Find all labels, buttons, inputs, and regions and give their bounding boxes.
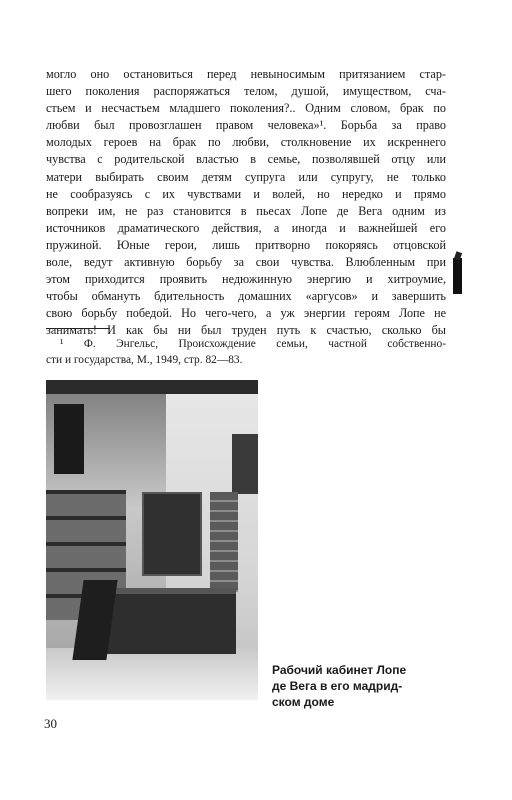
page-number: 30: [44, 716, 57, 731]
body-line: вопреки им, не раз становится в пьесах Лопе де Вега одним из: [46, 203, 446, 218]
body-line: занимать! И как бы ни был труден путь к счастью, сколько бы: [46, 323, 446, 338]
photo-door: [232, 434, 258, 494]
body-line: не сообразуясь с их чувствами и волей, но нередко и прямо: [46, 186, 446, 201]
body-line: матери выбирать своим детям супруга или супругу, не только: [46, 169, 446, 184]
photo-cabinet: [210, 492, 238, 592]
photo-table: [106, 588, 236, 654]
body-line: источников драматического действия, а иногда и важнейшей его: [46, 220, 446, 235]
body-line: молодых героев на брак по любви, столкновение их искреннего: [46, 135, 446, 150]
photo-ceiling: [46, 380, 258, 394]
body-line: пружиной. Юные герои, лишь притворно покоряясь отцовской: [46, 237, 446, 252]
body-line: свою борьбу победой. Но чего-чего, а уж энергии героям Лопе не: [46, 306, 446, 321]
footnote-rule: [46, 328, 110, 329]
footnote: [46, 336, 446, 368]
body-line: могло оно остановиться перед невыносимым притязанием стар-: [46, 67, 446, 81]
body-line: шего поколения распоряжаться телом, душой, имуществом, сча-: [46, 84, 446, 99]
body-text: [46, 66, 446, 340]
photo-caption: [272, 662, 432, 710]
body-line: этом приходится проявить недюжинную энергию и хитроумие,: [46, 272, 446, 287]
body-line: воле, ведут активную борьбу за свои чувства. Влюбленным при: [46, 255, 446, 270]
body-line: чтобы обмануть бдительность домашних «аргусов» и завершить: [46, 289, 446, 304]
body-line: чувства с родительской властью в семье, позволявшей отцу или: [46, 152, 446, 167]
footnote-line: ¹ Ф. Энгельс, Происхождение семьи, частной собственно-: [60, 338, 446, 350]
body-line: любви был провозглашен правом человека»¹. Борьба за право: [46, 118, 446, 133]
caption-line: ском доме: [272, 695, 335, 709]
photo-painting: [142, 492, 202, 576]
body-line: стьем и несчастьем младшего поколения?.. Одним словом, брак по: [46, 101, 446, 116]
photo-window: [54, 404, 84, 474]
footnote-line: сти и государства, М., 1949, стр. 82—83.: [46, 354, 243, 366]
margin-mark: [453, 258, 462, 294]
caption-line: Рабочий кабинет Лопе: [272, 663, 407, 677]
study-photo: [46, 380, 258, 700]
caption-line: де Вега в его мадрид-: [272, 679, 403, 693]
